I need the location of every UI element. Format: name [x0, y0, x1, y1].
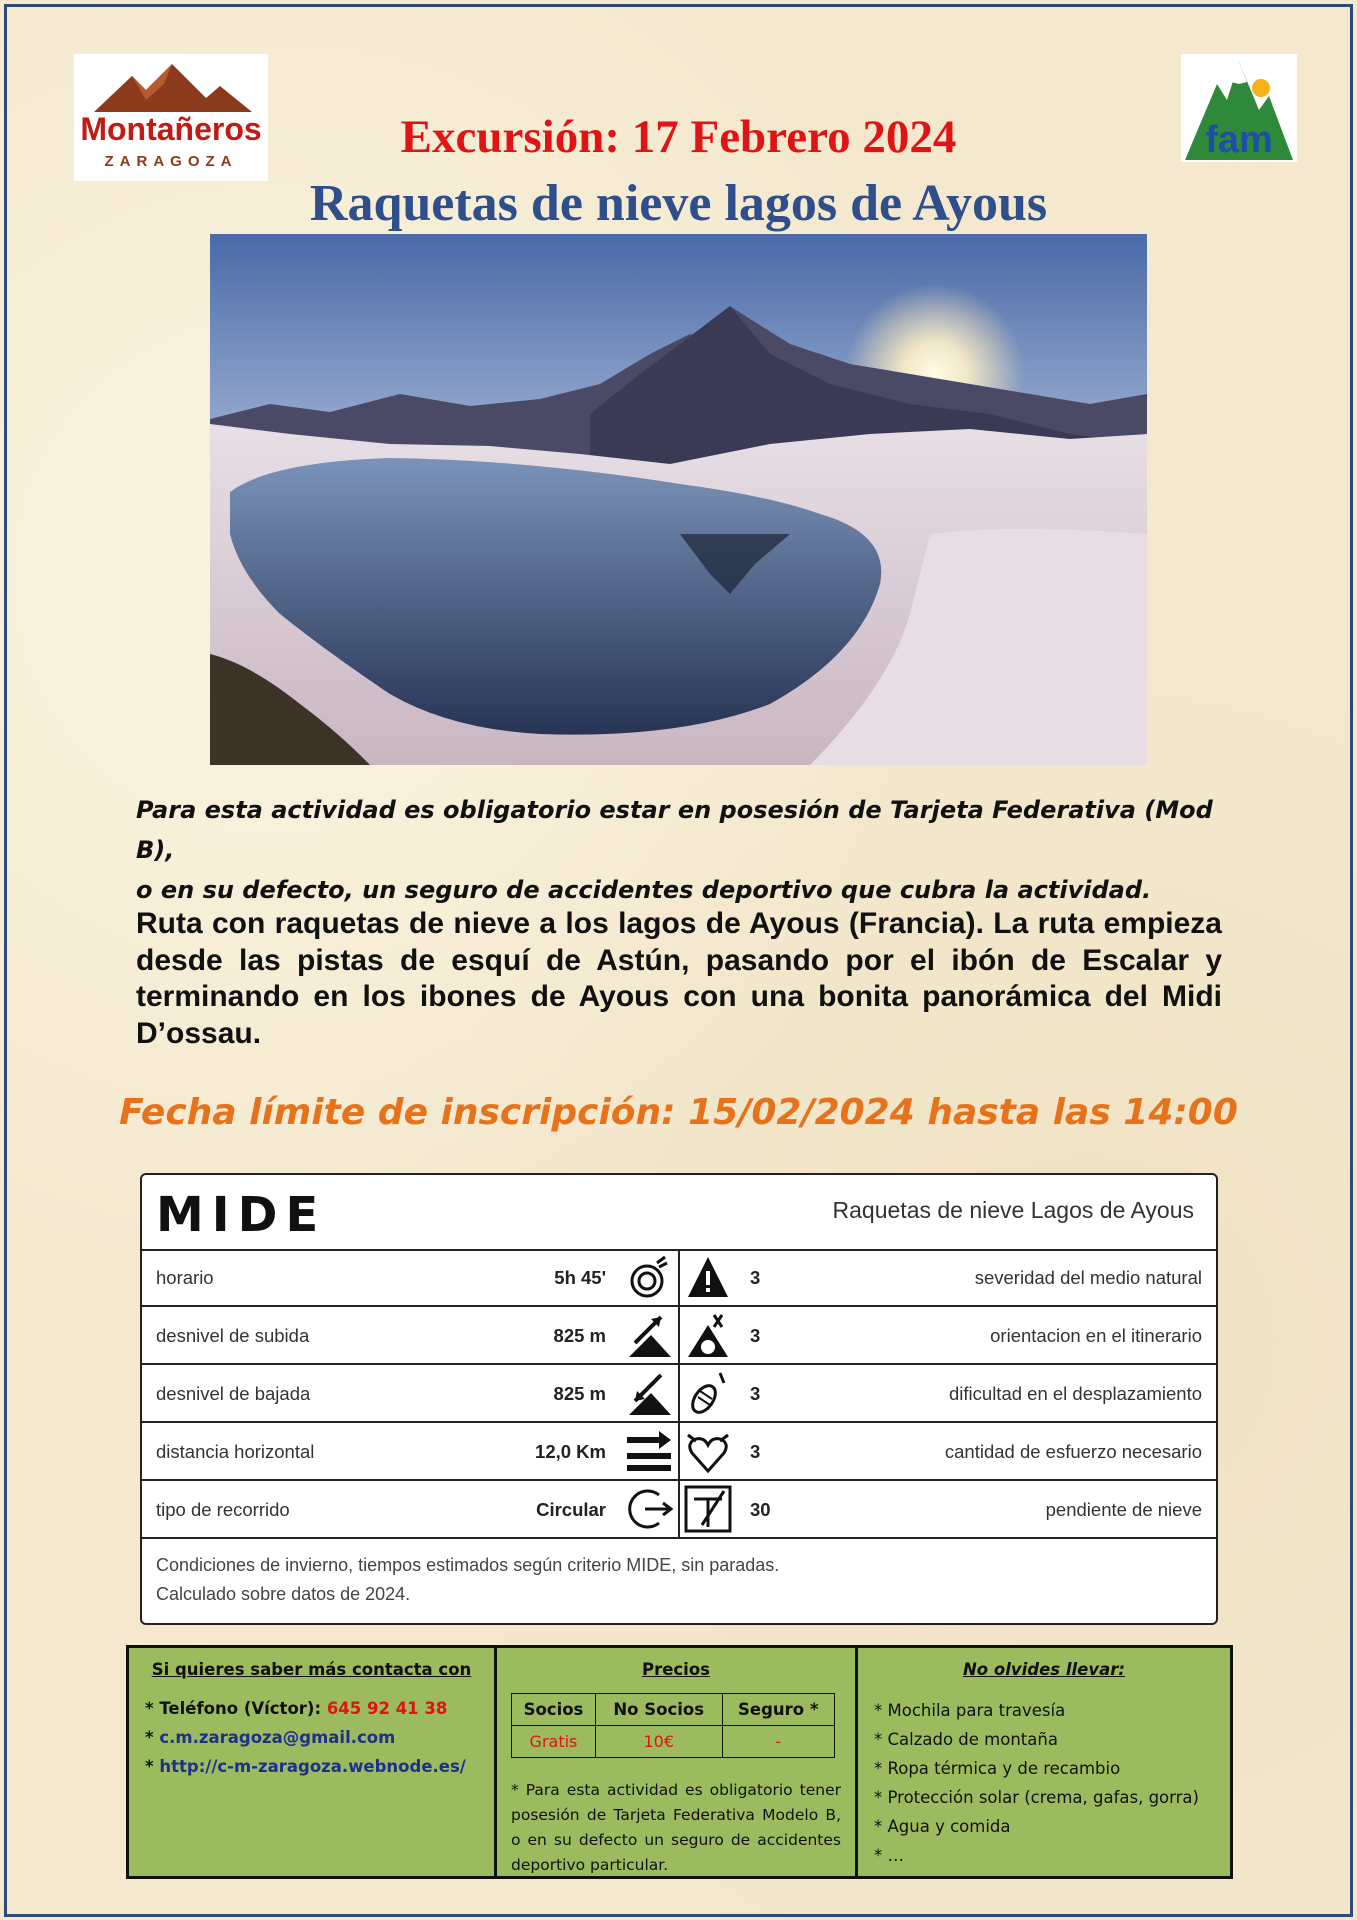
logo-left-subtext: ZARAGOZA	[104, 153, 238, 170]
phone-number[interactable]: 645 92 41 38	[326, 1699, 448, 1718]
mide-criterion: dificultad en el desplazamiento	[949, 1383, 1202, 1404]
price-socios: Gratis	[512, 1726, 596, 1758]
circular-route-icon	[625, 1485, 673, 1533]
mide-footer-line-2: Calculado sobre datos de 2024.	[156, 1584, 411, 1604]
mide-score: 30	[750, 1499, 771, 1520]
bring-item: * Protección solar (crema, gafas, gorra)	[874, 1788, 1199, 1807]
clock-icon	[625, 1253, 673, 1301]
price-col-socios: Socios	[512, 1694, 596, 1726]
email-link[interactable]: c.m.zaragoza@gmail.com	[159, 1728, 396, 1747]
page-title: Excursión: 17 Febrero 2024	[400, 111, 957, 163]
mide-value: 5h 45'	[554, 1267, 606, 1288]
requirement-line-2: o en su defecto, un seguro de accidentes deportivo que cubra la actividad.	[136, 876, 1152, 904]
heart-effort-icon	[684, 1427, 732, 1475]
contact-web-line	[145, 1752, 466, 1781]
contact-lines	[145, 1694, 466, 1781]
mide-label: tipo de recorrido	[156, 1499, 290, 1520]
phone-label: * Teléfono (Víctor):	[145, 1699, 327, 1718]
contact-phone-line	[145, 1694, 466, 1723]
bring-item: * Calzado de montaña	[874, 1730, 1058, 1749]
bring-item: * Mochila para travesía	[874, 1701, 1066, 1720]
slope-icon	[684, 1485, 732, 1533]
contact-email-line	[145, 1723, 466, 1752]
page-subtitle: Raquetas de nieve lagos de Ayous	[309, 175, 1048, 232]
mide-separator	[678, 1307, 680, 1363]
mide-label: desnivel de subida	[156, 1325, 310, 1346]
warning-icon	[684, 1253, 732, 1301]
ascent-icon	[625, 1311, 673, 1359]
distance-arrow-icon	[625, 1427, 673, 1475]
requirement-notice	[136, 790, 1226, 910]
route-description: Ruta con raquetas de nieve a los lagos de Ayous (Francia). La ruta empieza desde las pistas de esquí de Astún, pasando por el ibón de Escalar y terminando en los ibones de Ayous con una bonita panorámica del Midi D’ossau.	[136, 907, 1222, 1050]
bring-item: * Agua y comida	[874, 1817, 1011, 1836]
mide-criterion: pendiente de nieve	[1045, 1499, 1202, 1520]
mide-separator	[678, 1423, 680, 1479]
prices-note: * Para esta actividad es obligatorio tener posesión de Tarjeta Federativa Modelo B, o en su defecto un seguro de accidentes deportivo particular.	[511, 1781, 841, 1874]
price-seguro: -	[722, 1726, 834, 1758]
lake-mountain-photo	[210, 234, 1147, 765]
mide-row-tipo-recorrido	[142, 1481, 1216, 1539]
orientation-icon	[684, 1311, 732, 1359]
mide-panel	[140, 1173, 1218, 1625]
mide-criterion: cantidad de esfuerzo necesario	[944, 1441, 1202, 1462]
bring-item: * …	[874, 1846, 904, 1865]
mide-label: horario	[156, 1267, 214, 1288]
mide-criterion: orientacion en el itinerario	[990, 1325, 1202, 1346]
registration-deadline: Fecha límite de inscripción: 15/02/2024 hasta las 14:00	[119, 1092, 1238, 1133]
mide-value: 825 m	[553, 1325, 606, 1346]
prices-value-row	[512, 1726, 835, 1758]
web-prefix: *	[145, 1757, 160, 1776]
mide-header	[142, 1175, 1216, 1251]
footprint-icon	[684, 1369, 732, 1417]
mide-label: desnivel de bajada	[156, 1383, 311, 1404]
mide-score: 3	[750, 1441, 761, 1462]
mide-criterion: severidad del medio natural	[974, 1267, 1202, 1288]
mide-separator	[678, 1481, 680, 1537]
prices-box	[497, 1648, 858, 1876]
price-no-socios: 10€	[595, 1726, 722, 1758]
info-panel	[126, 1645, 1233, 1879]
bring-item: * Ropa térmica y de recambio	[874, 1759, 1121, 1778]
mide-row-desnivel-bajada	[142, 1365, 1216, 1423]
prices-table	[511, 1693, 835, 1758]
contact-box	[129, 1648, 497, 1876]
logo-left-text: Montañeros	[80, 111, 262, 147]
bring-heading: No olvides llevar:	[963, 1660, 1125, 1679]
requirement-line-1: Para esta actividad es obligatorio estar en posesión de Tarjeta Federativa (Mod B),	[136, 796, 1213, 864]
prices-heading: Precios	[641, 1660, 710, 1679]
mide-footer	[156, 1551, 779, 1609]
prices-header-row	[512, 1694, 835, 1726]
mide-row-distancia	[142, 1423, 1216, 1481]
mide-separator	[678, 1249, 680, 1305]
mide-separator	[678, 1365, 680, 1421]
mide-value: 825 m	[553, 1383, 606, 1404]
mide-score: 3	[750, 1267, 761, 1288]
mide-score: 3	[750, 1383, 761, 1404]
mide-value: Circular	[536, 1499, 606, 1520]
mide-label: distancia horizontal	[156, 1441, 315, 1462]
mide-title: Raquetas de nieve Lagos de Ayous	[832, 1197, 1194, 1223]
mide-footer-line-1: Condiciones de invierno, tiempos estimados según criterio MIDE, sin paradas.	[156, 1555, 780, 1575]
email-prefix: *	[145, 1728, 160, 1747]
descent-icon	[625, 1369, 673, 1417]
price-col-seguro: Seguro *	[722, 1694, 834, 1726]
logo-right-text: fam	[1205, 119, 1273, 161]
bring-list	[874, 1696, 1199, 1870]
price-col-no-socios: No Socios	[595, 1694, 722, 1726]
mide-score: 3	[750, 1325, 761, 1346]
mide-value: 12,0 Km	[535, 1441, 606, 1462]
bring-box	[858, 1648, 1230, 1876]
website-link[interactable]: http://c-m-zaragoza.webnode.es/	[159, 1757, 466, 1776]
contact-heading: Si quieres saber más contacta con	[151, 1660, 472, 1679]
mide-logo: MIDE	[156, 1187, 327, 1243]
mide-row-horario	[142, 1249, 1216, 1307]
mide-row-desnivel-subida	[142, 1307, 1216, 1365]
